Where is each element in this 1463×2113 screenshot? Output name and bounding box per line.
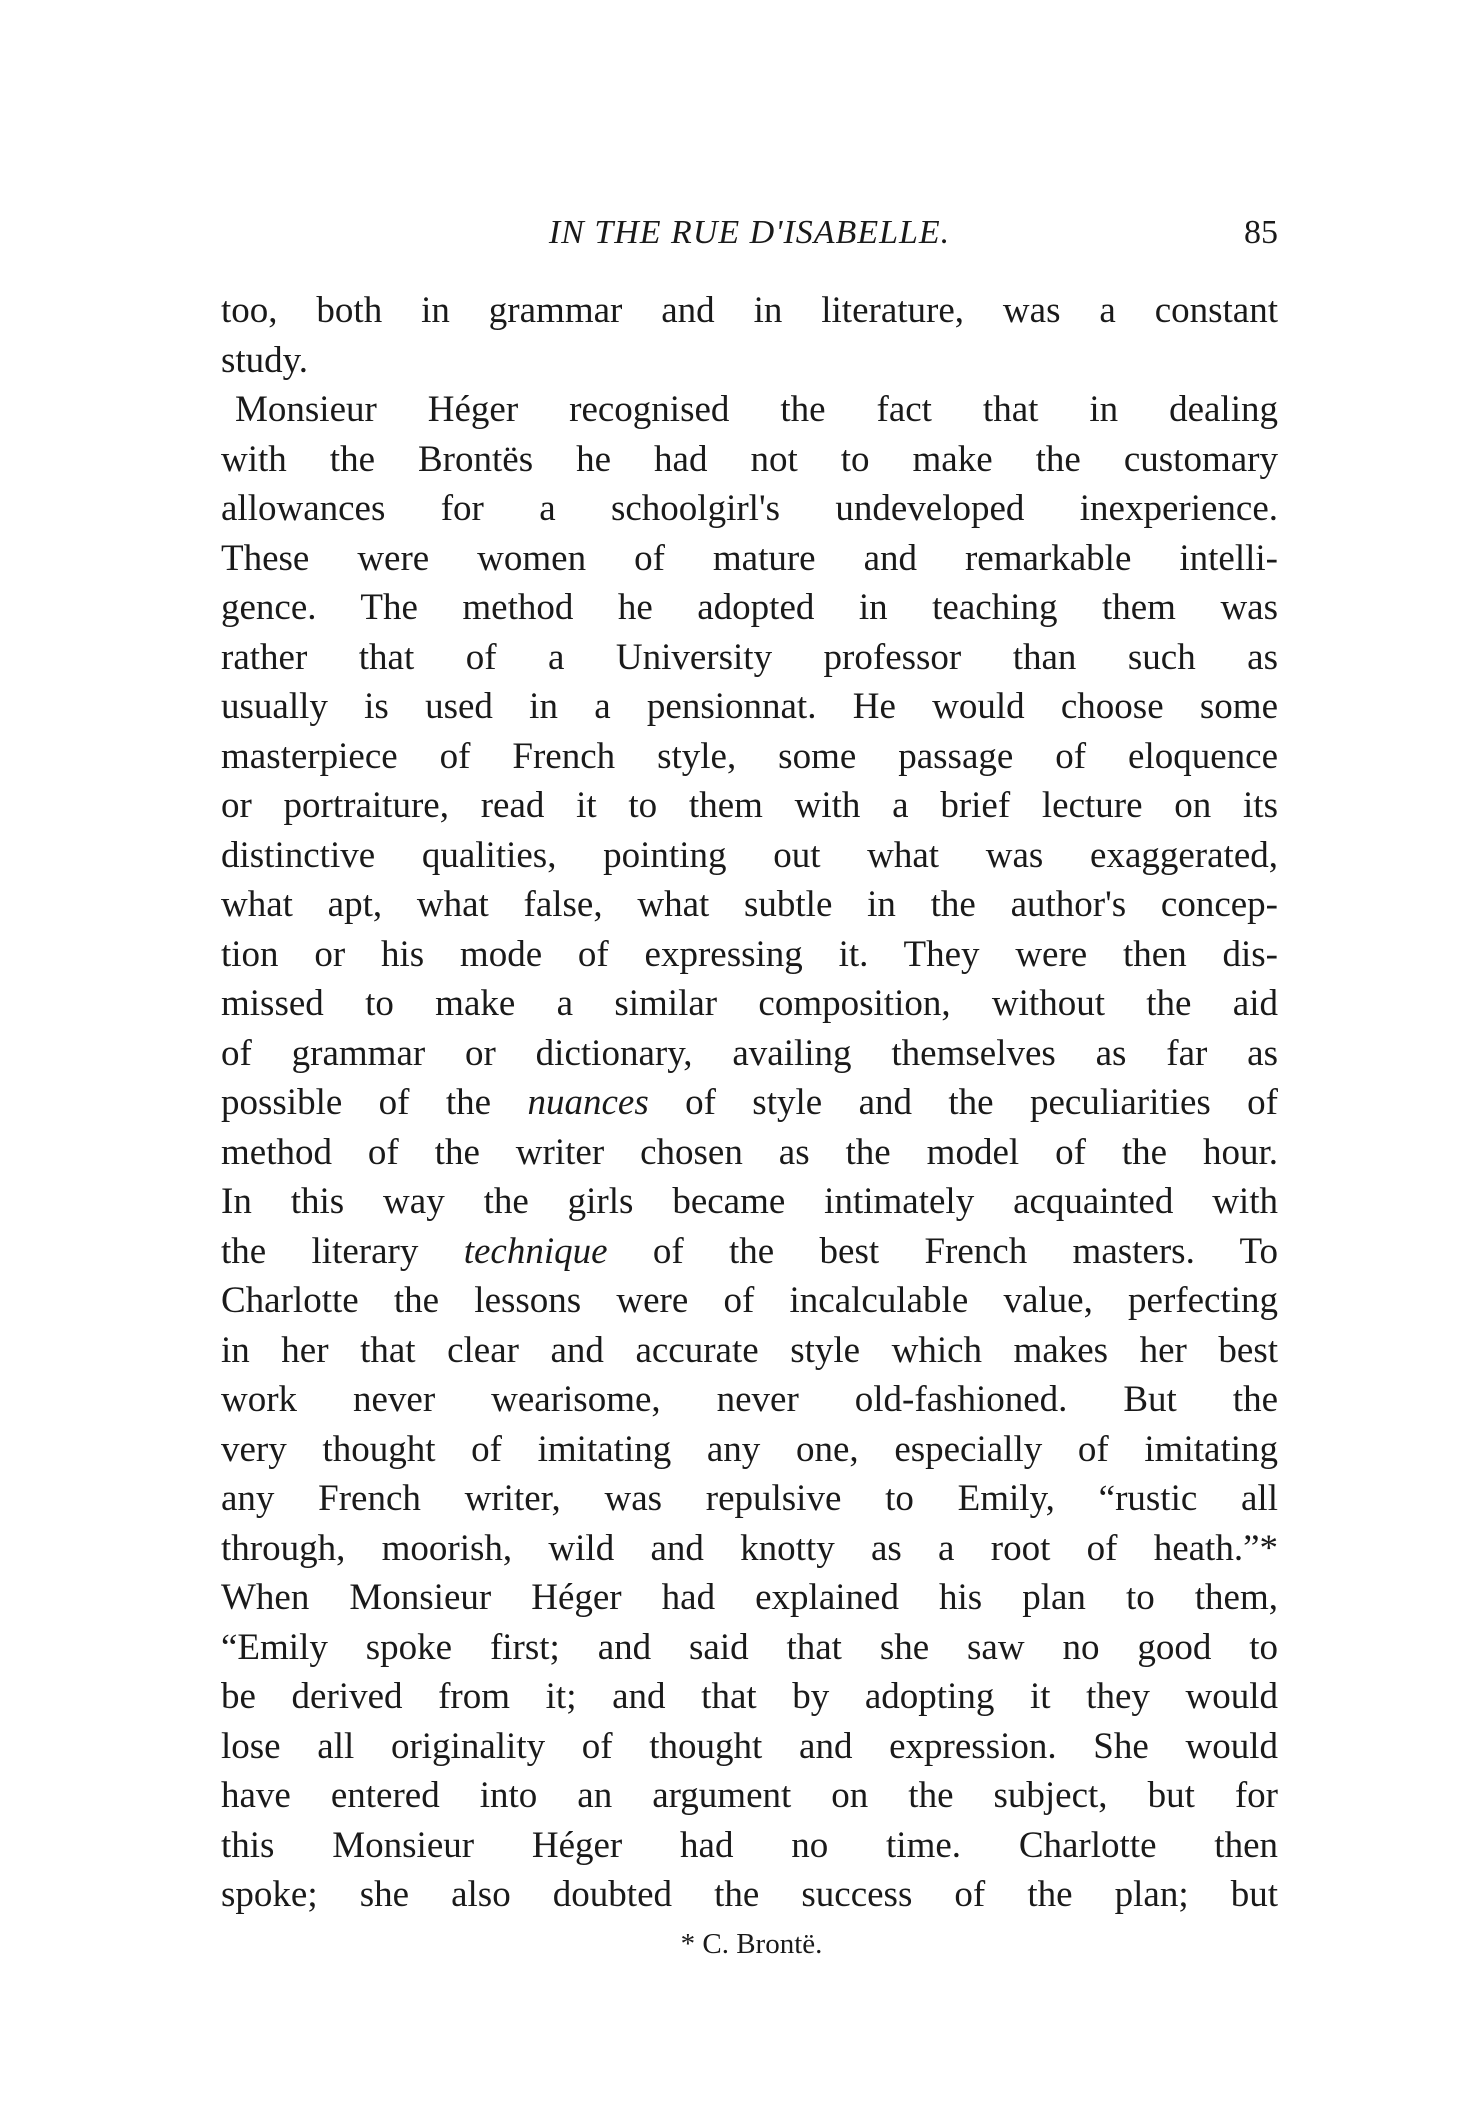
- text-line: any French writer, was repulsive to Emily, “rustic all: [221, 1478, 1278, 1519]
- page-header: [221, 214, 1278, 264]
- text-line: lose all originality of thought and expression. She would: [221, 1725, 1278, 1767]
- text-line: too, both in grammar and in literature, was a constant: [221, 290, 1278, 331]
- text-line: tion or his mode of expressing it. They were then dis-: [221, 933, 1278, 975]
- text-line: When Monsieur Héger had explained his plan to them,: [221, 1577, 1278, 1618]
- text-line: with the Brontës he had not to make the customary: [221, 438, 1278, 480]
- italic-word: technique: [463, 1230, 608, 1272]
- text-line: [221, 1227, 1278, 1277]
- italic-word: nuances: [527, 1082, 649, 1123]
- text-line: very thought of imitating any one, especially of imitating: [221, 1428, 1278, 1470]
- footnote: * C. Brontë.: [680, 1928, 823, 1960]
- text-line: missed to make a similar composition, without the aid: [221, 983, 1278, 1024]
- text-line: allowances for a schoolgirl's undeveloped inexperience.: [221, 488, 1278, 529]
- text-line: usually is used in a pensionnat. He would choose some: [221, 686, 1278, 727]
- text-line: have entered into an argument on the subject, but for: [221, 1775, 1278, 1816]
- text-segment: of style and the peculiarities of: [648, 1082, 1278, 1123]
- text-segment: the literary: [221, 1230, 464, 1272]
- text-line: masterpiece of French style, some passage of eloquence: [221, 735, 1278, 777]
- text-line: [221, 1078, 1278, 1128]
- text-line: this Monsieur Héger had no time. Charlotte then: [221, 1824, 1278, 1866]
- text-line: be derived from it; and that by adopting it they would: [221, 1676, 1278, 1717]
- running-title: IN THE RUE D'ISABELLE.: [548, 214, 951, 251]
- text-line: These were women of mature and remarkable intelli-: [221, 537, 1278, 579]
- text-line: In this way the girls became intimately acquainted with: [221, 1181, 1278, 1222]
- text-line: “Emily spoke first; and said that she saw no good to: [221, 1626, 1278, 1668]
- text-line: of grammar or dictionary, availing themselves as far as: [221, 1032, 1278, 1074]
- text-line: study.: [221, 339, 309, 381]
- text-line: work never wearisome, never old-fashioned. But the: [221, 1379, 1278, 1420]
- text-line: through, moorish, wild and knotty as a root of heath.”*: [221, 1527, 1278, 1569]
- text-line: in her that clear and accurate style which makes her best: [221, 1329, 1278, 1371]
- text-line: or portraiture, read it to them with a brief lecture on its: [221, 785, 1278, 826]
- text-line: Monsieur Héger recognised the fact that in dealing: [235, 389, 1278, 430]
- text-line: method of the writer chosen as the model of the hour.: [221, 1131, 1278, 1173]
- page-number: 85: [1244, 214, 1278, 251]
- text-line: rather that of a University professor than such as: [221, 636, 1278, 678]
- text-segment: possible of the: [221, 1082, 528, 1123]
- text-line: distinctive qualities, pointing out what was exaggerated,: [221, 834, 1278, 876]
- text-line: Charlotte the lessons were of incalculable value, perfecting: [221, 1280, 1278, 1321]
- text-line: spoke; she also doubted the success of the plan; but: [221, 1874, 1278, 1915]
- text-line: gence. The method he adopted in teaching them was: [221, 587, 1278, 628]
- text-segment: of the best French masters. To: [607, 1230, 1278, 1272]
- body-text: [221, 286, 1278, 1920]
- text-line: what apt, what false, what subtle in the author's concep-: [221, 884, 1278, 925]
